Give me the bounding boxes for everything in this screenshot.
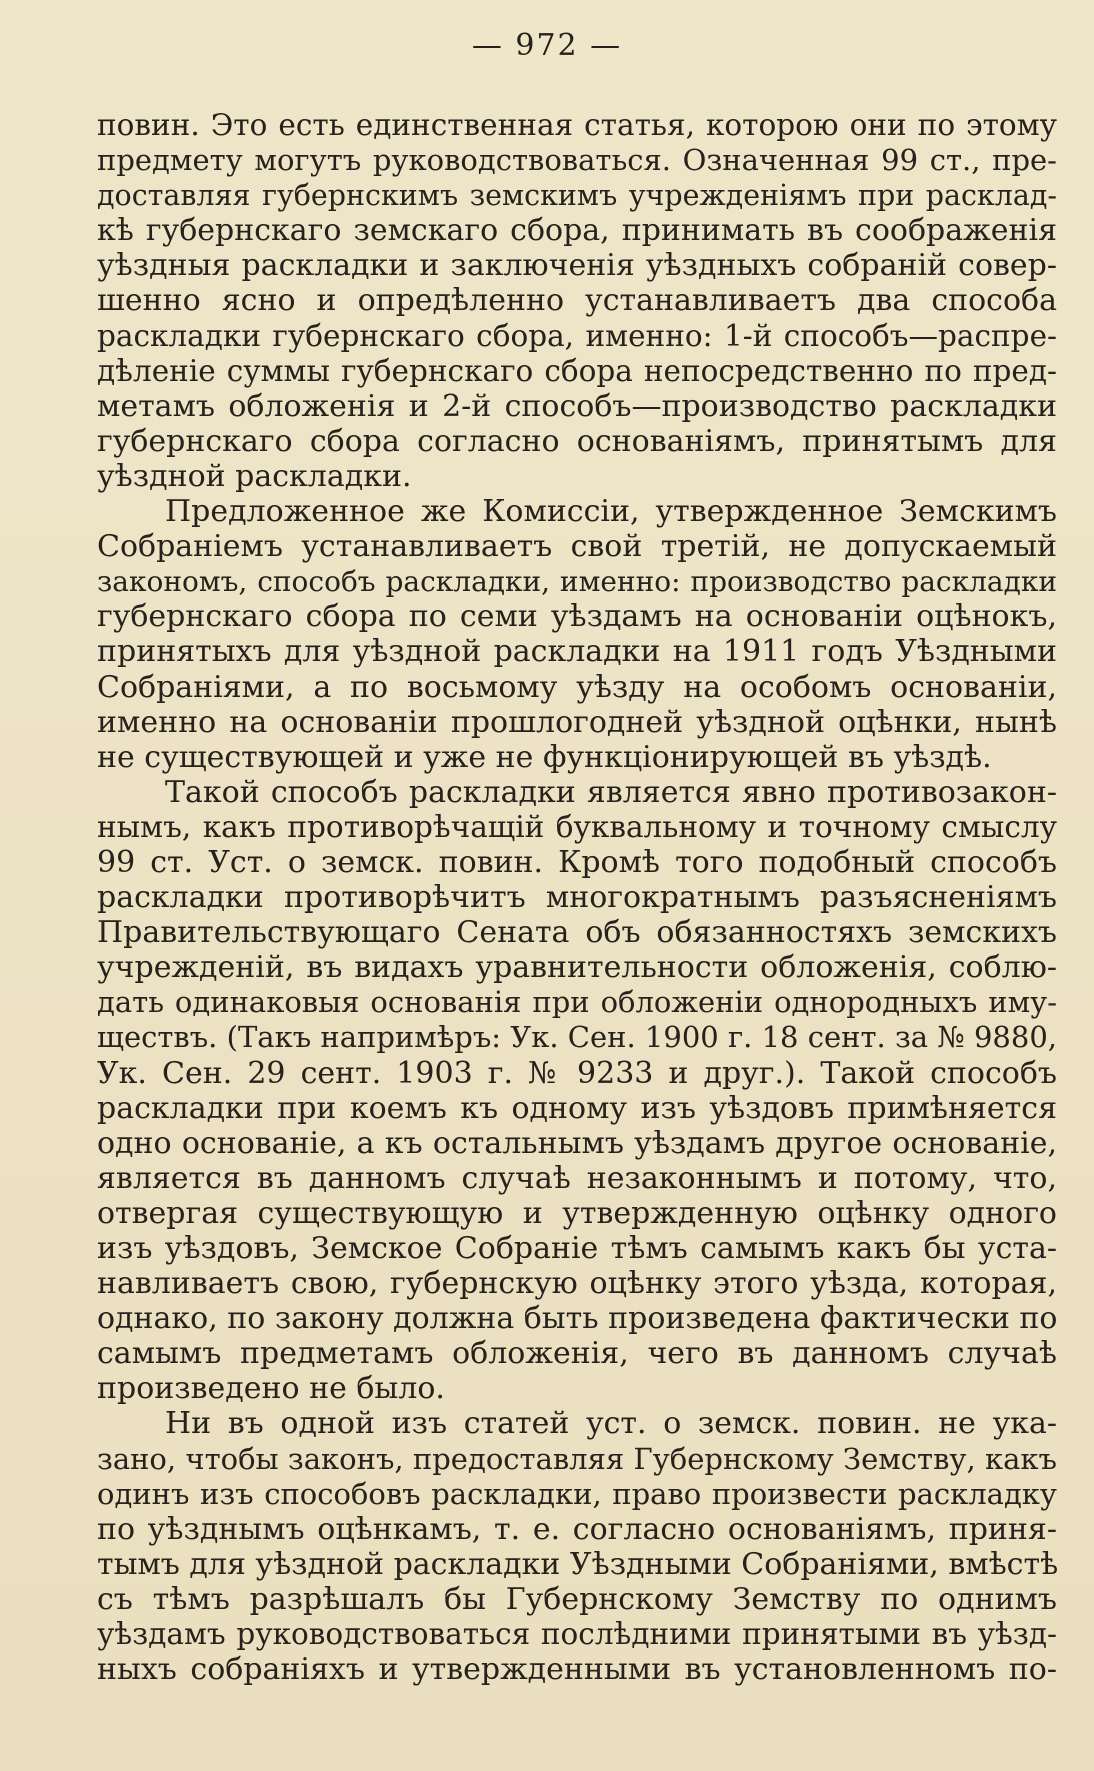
text-line: 99 ст. Уст. о земск. повин. Кромѣ того подобный способъ [97,844,1057,880]
text-line: является въ данномъ случаѣ незаконнымъ и потому, что, [97,1160,1057,1196]
text-line: Ук. Сен. 29 сент. 1903 г. № 9233 и друг.). Такой способъ [97,1055,1057,1091]
text-line: нымъ, какъ противорѣчащiй буквальному и точному смыслу [97,809,1057,844]
text-line: одинъ изъ способовъ раскладки, право произвести раскладку [97,1476,1057,1511]
text-line: произведено не было. [97,1371,445,1407]
text-line: Предложенное же Комиссiи, утвержденное Земскимъ [165,494,1057,530]
body-text [97,108,1057,1687]
page-number: — 972 — [471,28,623,63]
text-line: однако, по закону должна быть произведена фактически по [97,1301,1058,1337]
text-line: съ тѣмъ разрѣшалъ бы Губернскому Земству по однимъ [97,1581,1057,1617]
text-line: Ни въ одной изъ статей уст. о земск. повин. не ука- [165,1406,1057,1442]
text-line: принятыхъ для уѣздной раскладки на 1911 годъ Уѣздными [97,634,1057,670]
text-line: раскладки губернскаго сбора, именно: 1-й способъ—распре- [97,318,1057,353]
text-line: Такой способъ раскладки является явно противозакон- [165,774,1057,810]
text-line: именно на основанiи прошлогодней уѣздной оцѣнки, нынѣ [97,704,1057,740]
text-line: уѣздныя раскладки и заключенiя уѣздныхъ собранiй совер- [97,248,1057,284]
text-line: предмету могутъ руководствоваться. Означенная 99 ст., пре- [97,143,1057,178]
text-line: самымъ предметамъ обложенiя, чего въ данномъ случаѣ [97,1336,1057,1372]
text-line: уѣздной раскладки. [97,458,412,494]
text-line: шенно ясно и опредѣленно устанавливаетъ два способа [97,283,1057,319]
text-line: доставляя губернскимъ земскимъ учрежденiямъ при расклад- [97,179,1057,213]
text-line: не существующей и уже не функцiонирующей въ уѣздѣ. [97,739,992,775]
text-line: дать одинаковыя основанiя при обложенiи однородныхъ иму- [97,985,1057,1020]
text-line: ществъ. (Такъ напримѣръ: Ук. Сен. 1900 г. 18 сент. за № 9880, [97,1020,1057,1055]
text-line: Собранiями, а по восьмому уѣзду на особомъ основанiи, [97,669,1057,705]
text-line: губернскаго сбора по семи уѣздамъ на основанiи оцѣнокъ, [97,599,1057,635]
text-line: Правительствующаго Сената объ обязанностяхъ земскихъ [97,915,1057,951]
text-line: отвергая существующую и утвержденную оцѣнку одного [97,1195,1057,1231]
text-line: раскладки противорѣчитъ многократнымъ разъясненiямъ [97,880,1057,916]
text-line: навливаетъ свою, губернскую оцѣнку этого уѣзда, которая, [97,1266,1057,1302]
text-line: губернскаго сбора согласно основанiямъ, принятымъ для [97,423,1057,459]
text-line: ныхъ собранiяхъ и утвержденными въ установленномъ по- [97,1652,1057,1688]
text-line: повин. Это есть единственная статья, которою они по этому [97,108,1057,142]
text-line: дѣленiе суммы губернскаго сбора непосредственно по пред- [97,353,1057,388]
text-line: Собранiемъ устанавливаетъ свой третiй, не допускаемый [97,529,1057,565]
text-line: закономъ, способъ раскладки, именно: производство раскладки [97,565,1057,599]
text-line: уѣздамъ руководствоваться послѣдними принятыми въ уѣзд- [97,1617,1057,1652]
text-line: кѣ губернскаго земскаго сбора, принимать въ соображенiя [97,213,1057,249]
text-line: изъ уѣздовъ, Земское Собранiе тѣмъ самымъ какъ бы уста- [97,1231,1057,1266]
text-line: раскладки при коемъ къ одному изъ уѣздовъ примѣняется [97,1090,1057,1126]
text-line: тымъ для уѣздной раскладки Уѣздными Собранiями, вмѣстѣ [97,1546,1059,1582]
text-line: по уѣзднымъ оцѣнкамъ, т. е. согласно основанiямъ, приня- [97,1511,1057,1547]
text-line: метамъ обложенiя и 2-й способъ—производство раскладки [97,388,1057,424]
text-line: учрежденiй, въ видахъ уравнительности обложенiя, соблю- [97,950,1057,986]
text-line: зано, чтобы законъ, предоставляя Губернскому Земству, какъ [97,1441,1057,1476]
text-line: одно основанiе, а къ остальнымъ уѣздамъ другое основанiе, [97,1125,1057,1161]
